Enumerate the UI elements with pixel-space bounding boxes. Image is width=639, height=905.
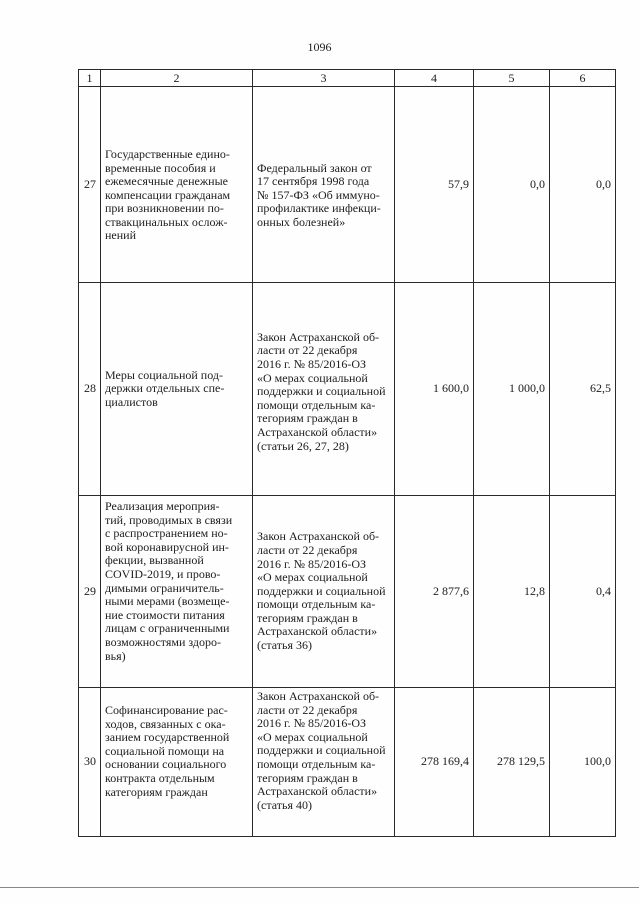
row-value-col6: 0,4 [550,496,616,688]
table-row [79,87,616,283]
row-item-name: Софинансирование рас- ходов, связанных с ока- занием государственной социальной помощи на основании социального контракта отдельным категориям граждан [101,688,253,837]
row-value-col4: 1 600,0 [395,283,474,496]
table-row [79,688,616,837]
header-cell-4: 4 [395,70,474,87]
row-legal-basis: Закон Астраханской об- ласти от 22 декабря 2016 г. № 85/2016-ОЗ «О мерах социальной поддержки и социальной помощи отдельным ка- тегориям граждан в Астраханской области» (статья 36) [253,496,395,688]
table-header-row [79,70,616,87]
row-item-name: Меры социальной под- держки отдельных спе- циалистов [101,283,253,496]
row-value-col6: 62,5 [550,283,616,496]
row-value-col5: 12,8 [474,496,550,688]
row-number: 28 [79,283,101,496]
row-value-col5: 0,0 [474,87,550,283]
row-legal-basis: Закон Астраханской об- ласти от 22 декабря 2016 г. № 85/2016-ОЗ «О мерах социальной поддержки и социальной помощи отдельным ка- тегориям граждан в Астраханской области» (статьи 26, 27, 28) [253,283,395,496]
row-value-col6: 0,0 [550,87,616,283]
header-cell-1: 1 [79,70,101,87]
page-number: 1096 [307,40,332,54]
row-legal-basis: Федеральный закон от 17 сентября 1998 года № 157-ФЗ «Об иммуно- профилактике инфекци- онных болезней» [253,87,395,283]
table-row [79,283,616,496]
row-value-col5: 278 129,5 [474,688,550,837]
row-number: 30 [79,688,101,837]
table-row [79,496,616,688]
row-value-col4: 278 169,4 [395,688,474,837]
header-cell-2: 2 [101,70,253,87]
row-value-col6: 100,0 [550,688,616,837]
page-bottom-divider [0,887,639,888]
row-number: 27 [79,87,101,283]
row-item-name: Реализация мероприя- тий, проводимых в связи с распространением но- вой коронавирусной ин- фекции, вызванной COVID-2019, и прово- димыми ограничитель- ными мерами (возмеще- ние стоимости питания лицам с ограниченными возможностями здоро- вья) [101,496,253,688]
header-cell-5: 5 [474,70,550,87]
row-value-col4: 57,9 [395,87,474,283]
row-legal-basis: Закон Астраханской об- ласти от 22 декабря 2016 г. № 85/2016-ОЗ «О мерах социальной поддержки и социальной помощи отдельным ка- тегориям граждан в Астраханской области» (статья 40) [253,688,395,837]
budget-table [78,69,616,837]
row-value-col5: 1 000,0 [474,283,550,496]
row-item-name: Государственные едино- временные пособия и ежемесячные денежные компенсации гражданам при возникновении по- ствакцинальных ослож- нений [101,87,253,283]
header-cell-6: 6 [550,70,616,87]
header-cell-3: 3 [253,70,395,87]
row-value-col4: 2 877,6 [395,496,474,688]
row-number: 29 [79,496,101,688]
